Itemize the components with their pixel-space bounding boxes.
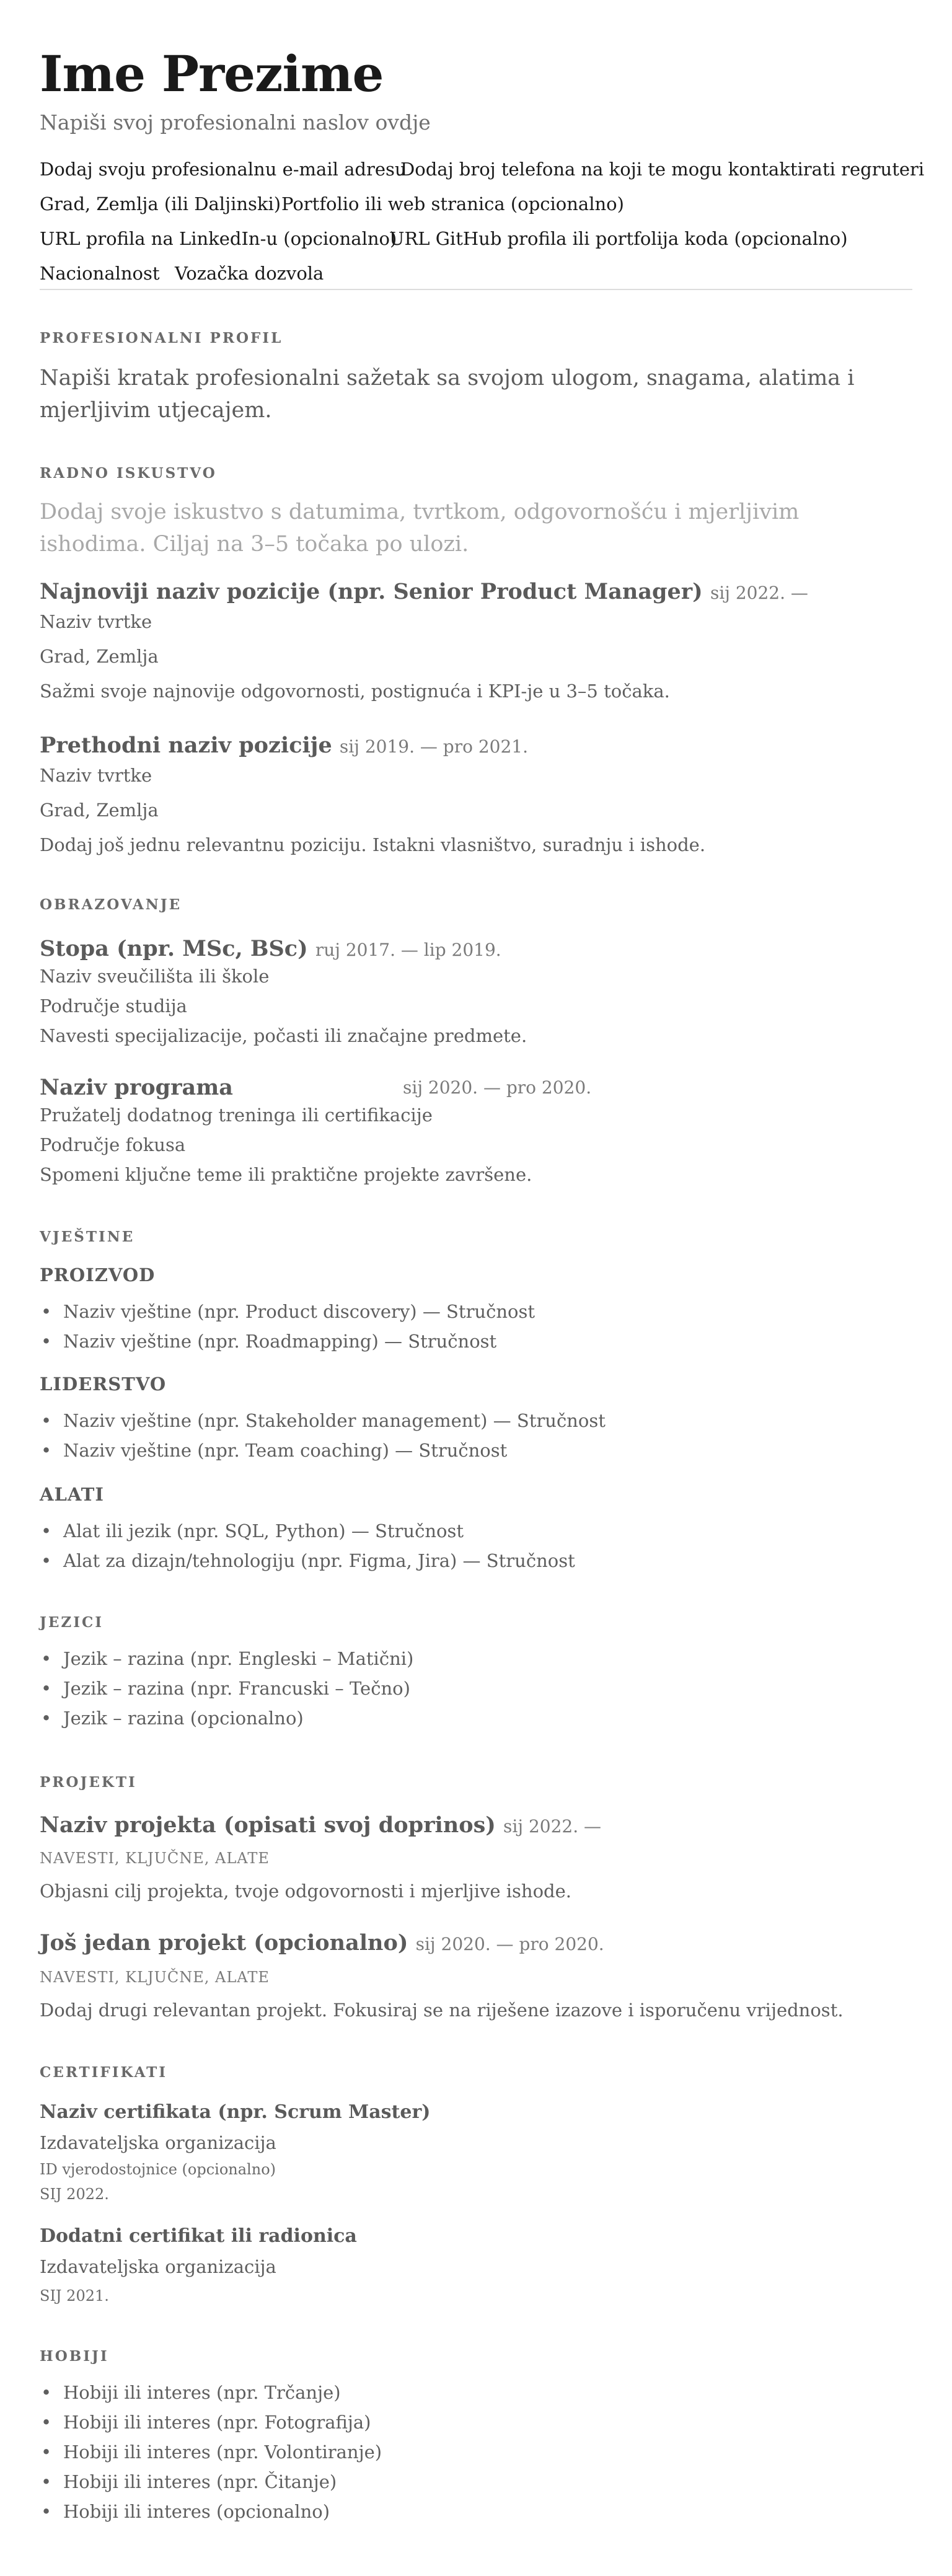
project-2-description: Dodaj drugi relevantan projekt. Fokusiraj se na riješene izazove i isporučenu vrijednost. xyxy=(40,2000,844,2021)
skill-item: • Alat za dizajn/tehnologiju (npr. Figma, Jira) — Stručnost xyxy=(40,1546,575,1576)
language-item: • Jezik – razina (opcionalno) xyxy=(40,1703,413,1733)
hobby-item: • Hobiji ili interes (npr. Fotografija) xyxy=(40,2407,382,2437)
certificates-section-title: CERTIFIKATI xyxy=(40,2064,168,2081)
job-2-dates: sij 2019. — pro 2021. xyxy=(339,736,529,757)
profile-summary: Napiši kratak profesionalni sažetak sa svojom ulogom, snagama, alatima i mjerljivim utjecajem. xyxy=(40,366,855,423)
job-1-description: Sažmi svoje najnovije odgovornosti, postignuća i KPI-je u 3–5 točaka. xyxy=(40,681,670,702)
certificate-1-credential-id: ID vjerodostojnice (opcionalno) xyxy=(40,2161,276,2178)
certificate-2-date: SIJ 2021. xyxy=(40,2287,109,2305)
project-1-dates: sij 2022. — xyxy=(503,1816,602,1837)
contact-location: Grad, Zemlja (ili Daljinski) xyxy=(40,193,281,214)
education-2-institution: Pružatelj dodatnog treninga ili certifikacije xyxy=(40,1105,433,1126)
hobbies-list xyxy=(40,2378,382,2526)
contact-email[interactable]: Dodaj svoju profesionalnu e-mail adresu xyxy=(40,159,407,180)
job-1-company: Naziv tvrtke xyxy=(40,611,152,632)
skill-item: • Naziv vještine (npr. Stakeholder management) — Stručnost xyxy=(40,1406,606,1436)
skills-group-leadership: LIDERSTVO xyxy=(40,1374,167,1395)
skill-item: • Naziv vještine (npr. Roadmapping) — Stručnost xyxy=(40,1326,535,1356)
job-2-description: Dodaj još jednu relevantnu poziciju. Istakni vlasništvo, suradnju i ishode. xyxy=(40,834,706,855)
language-item: • Jezik – razina (npr. Engleski – Matični) xyxy=(40,1644,413,1674)
certificate-1-name: Naziv certifikata (npr. Scrum Master) xyxy=(40,2101,431,2123)
languages-list xyxy=(40,1644,413,1733)
skills-leadership-list xyxy=(40,1406,606,1465)
professional-headline: Napiši svoj profesionalni naslov ovdje xyxy=(40,110,431,135)
project-1-description: Objasni cilj projekta, tvoje odgovornosti i mjerljive ishode. xyxy=(40,1881,572,1902)
education-section-title: OBRAZOVANJE xyxy=(40,896,182,913)
certificate-2-issuer: Izdavateljska organizacija xyxy=(40,2256,276,2277)
education-1-degree: Stopa (npr. MSc, BSc) xyxy=(40,936,308,961)
hobby-item: • Hobiji ili interes (npr. Trčanje) xyxy=(40,2378,382,2407)
contact-portfolio[interactable]: Portfolio ili web stranica (opcionalno) xyxy=(281,193,624,214)
certificate-1-date: SIJ 2022. xyxy=(40,2186,109,2203)
project-1-name: Naziv projekta (opisati svoj doprinos) xyxy=(40,1812,496,1838)
job-2 xyxy=(40,733,528,758)
skill-item: • Naziv vještine (npr. Product discovery) — Stručnost xyxy=(40,1297,535,1326)
projects-section-title: PROJEKTI xyxy=(40,1774,137,1791)
experience-intro: Dodaj svoje iskustvo s datumima, tvrtkom, odgovornošću i mjerljivim ishodima. Ciljaj na 3–5 točaka po ulozi. xyxy=(40,500,800,557)
project-2-dates: sij 2020. — pro 2020. xyxy=(415,1934,604,1954)
skill-item: • Naziv vještine (npr. Team coaching) — Stručnost xyxy=(40,1436,606,1465)
certificate-2-name: Dodatni certifikat ili radionica xyxy=(40,2225,357,2247)
project-2-name: Još jedan projekt (opcionalno) xyxy=(40,1930,408,1956)
education-1-institution: Naziv sveučilišta ili škole xyxy=(40,966,270,987)
skill-item: • Alat ili jezik (npr. SQL, Python) — Stručnost xyxy=(40,1516,575,1546)
hobby-item: • Hobiji ili interes (npr. Volontiranje) xyxy=(40,2437,382,2467)
education-1 xyxy=(40,936,501,961)
hobby-item: • Hobiji ili interes (npr. Čitanje) xyxy=(40,2467,382,2497)
education-2-degree: Naziv programa xyxy=(40,1075,233,1100)
education-1-description: Navesti specijalizacije, počasti ili značajne predmete. xyxy=(40,1025,527,1046)
header-divider xyxy=(40,289,912,290)
skills-group-tools: ALATI xyxy=(40,1484,104,1505)
skills-product-list xyxy=(40,1297,535,1356)
job-2-company: Naziv tvrtke xyxy=(40,765,152,786)
job-1-location: Grad, Zemlja xyxy=(40,646,159,667)
job-1 xyxy=(40,579,808,604)
skills-group-product: PROIZVOD xyxy=(40,1264,156,1286)
education-2-field: Područje fokusa xyxy=(40,1134,186,1155)
contact-phone[interactable]: Dodaj broj telefona na koji te mogu kontaktirati regruteri xyxy=(400,159,925,180)
hobby-item: • Hobiji ili interes (opcionalno) xyxy=(40,2497,382,2526)
hobbies-section-title: HOBIJI xyxy=(40,2348,109,2365)
candidate-name: Ime Prezime xyxy=(40,45,384,103)
job-2-position: Prethodni naziv pozicije xyxy=(40,733,332,758)
education-1-field: Područje studija xyxy=(40,995,187,1017)
certificate-1-issuer: Izdavateljska organizacija xyxy=(40,2132,276,2153)
job-1-dates: sij 2022. — xyxy=(710,583,808,603)
contact-nationality: Nacionalnost xyxy=(40,263,160,284)
contact-linkedin[interactable]: URL profila na LinkedIn-u (opcionalno) xyxy=(40,228,397,249)
contact-driving-license: Vozačka dozvola xyxy=(175,263,324,284)
project-1 xyxy=(40,1812,601,1838)
experience-section-title: RADNO ISKUSTVO xyxy=(40,465,217,482)
contact-github[interactable]: URL GitHub profila ili portfolija koda (opcionalno) xyxy=(389,228,848,249)
project-2 xyxy=(40,1930,604,1956)
job-1-position: Najnoviji naziv pozicije (npr. Senior Product Manager) xyxy=(40,579,703,604)
skills-section-title: VJEŠTINE xyxy=(40,1228,135,1245)
job-2-location: Grad, Zemlja xyxy=(40,800,159,821)
education-1-dates: ruj 2017. — lip 2019. xyxy=(315,940,501,960)
education-2-description: Spomeni ključne teme ili praktične projekte završene. xyxy=(40,1164,532,1185)
language-item: • Jezik – razina (npr. Francuski – Tečno) xyxy=(40,1674,413,1703)
education-2-dates: sij 2020. — pro 2020. xyxy=(403,1077,592,1098)
skills-tools-list xyxy=(40,1516,575,1576)
project-2-tags: NAVESTI, KLJUČNE, ALATE xyxy=(40,1969,270,1986)
profile-section-title: PROFESIONALNI PROFIL xyxy=(40,330,283,346)
languages-section-title: JEZICI xyxy=(40,1614,104,1631)
project-1-tags: NAVESTI, KLJUČNE, ALATE xyxy=(40,1850,270,1867)
